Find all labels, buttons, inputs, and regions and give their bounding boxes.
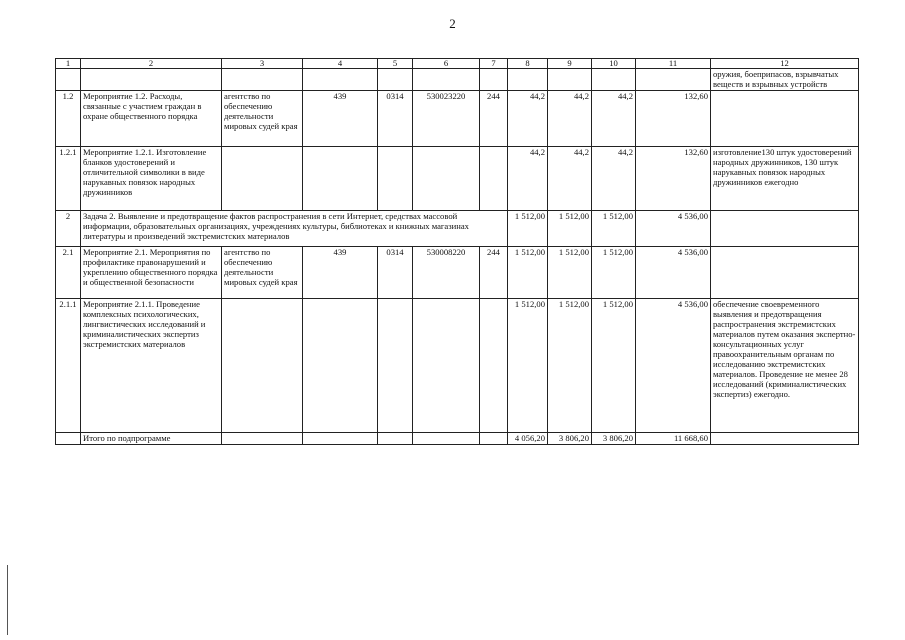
- row-number: 2.1: [56, 247, 81, 299]
- table-row: [56, 299, 859, 433]
- expense-type: 244: [480, 91, 508, 147]
- header-cell: 3: [222, 59, 303, 69]
- target-article: [413, 69, 480, 91]
- amount-year3: 44,2: [592, 147, 636, 211]
- row-number: [56, 433, 81, 445]
- expense-type: [480, 147, 508, 211]
- amount-total: 132,60: [636, 147, 711, 211]
- total-label: Итого по подпрограмме: [81, 433, 222, 445]
- amount-year1: 44,2: [508, 147, 548, 211]
- table-row: [56, 91, 859, 147]
- expense-type: 244: [480, 247, 508, 299]
- header-cell: 4: [303, 59, 378, 69]
- expected-result: оружия, боеприпасов, взрывчатых веществ и взрывных устройств: [711, 69, 859, 91]
- expense-type: [480, 299, 508, 433]
- amount-year2: 1 512,00: [548, 247, 592, 299]
- amount-year3: 1 512,00: [592, 299, 636, 433]
- amount-year1: 4 056,20: [508, 433, 548, 445]
- amount-total: 4 536,00: [636, 299, 711, 433]
- section-code: 0314: [378, 91, 413, 147]
- target-article: 530008220: [413, 247, 480, 299]
- executor: [222, 69, 303, 91]
- amount-year2: 44,2: [548, 147, 592, 211]
- target-article: [413, 299, 480, 433]
- table-row: [56, 211, 859, 247]
- subprogram-table: [55, 58, 859, 445]
- expected-result: [711, 433, 859, 445]
- executor: агентство по обеспечению деятельности мировых судей края: [222, 247, 303, 299]
- row-number: [56, 69, 81, 91]
- amount-year1: [508, 69, 548, 91]
- measure-name: Мероприятие 1.2. Расходы, связанные с участием граждан в охране общественного порядка: [81, 91, 222, 147]
- margin-mark: [7, 565, 8, 635]
- header-cell: 6: [413, 59, 480, 69]
- expected-result: обеспечение своевременного выявления и предотвращения распространения экстремистских материалов путем оказания экспертно-консультационных услуг правоохранительным органам по исследованию экстремистских материалов. Проведение не менее 28 исследований (криминалистических экспертиз) ежегодно.: [711, 299, 859, 433]
- grbs-code: [303, 299, 378, 433]
- header-cell: 12: [711, 59, 859, 69]
- measure-name: Мероприятие 2.1.1. Проведение комплексных психологических, лингвистических исследований и криминалистических экспертиз экстремистских материалов: [81, 299, 222, 433]
- header-cell: 9: [548, 59, 592, 69]
- amount-year3: 44,2: [592, 91, 636, 147]
- section-code: 0314: [378, 247, 413, 299]
- amount-year3: [592, 69, 636, 91]
- amount-year1: 1 512,00: [508, 299, 548, 433]
- section-code: [378, 299, 413, 433]
- amount-year2: 1 512,00: [548, 211, 592, 247]
- expected-result: [711, 91, 859, 147]
- header-cell: 8: [508, 59, 548, 69]
- section-code: [378, 69, 413, 91]
- measure-name: Мероприятие 1.2.1. Изготовление бланков удостоверений и отличительной символики в виде нарукавных повязок народных дружинников: [81, 147, 222, 211]
- executor: агентство по обеспечению деятельности мировых судей края: [222, 91, 303, 147]
- page-number: 2: [449, 16, 456, 31]
- amount-total: [636, 69, 711, 91]
- amount-total: 4 536,00: [636, 211, 711, 247]
- header-cell: 7: [480, 59, 508, 69]
- row-number: 1.2: [56, 91, 81, 147]
- executor: [222, 147, 303, 211]
- amount-year1: 1 512,00: [508, 211, 548, 247]
- executor: [222, 299, 303, 433]
- task-title: Задача 2. Выявление и предотвращение фактов распространения в сети Интернет, средствах массовой информации, образовательных организациях, учреждениях культуры, библиотеках и книжных магазинах литературы и произведений экстремистских материалов: [81, 211, 508, 247]
- expected-result: изготовление130 штук удостоверений народных дружинников, 130 штук нарукавных повязок народных дружинников ежегодно: [711, 147, 859, 211]
- header-cell: 1: [56, 59, 81, 69]
- amount-year2: 1 512,00: [548, 299, 592, 433]
- section-code: [378, 147, 413, 211]
- amount-year3: 3 806,20: [592, 433, 636, 445]
- header-cell: 5: [378, 59, 413, 69]
- target-article: 530023220: [413, 91, 480, 147]
- amount-year1: 1 512,00: [508, 247, 548, 299]
- measure-name: Мероприятие 2.1. Мероприятия по профилактике правонарушений и укреплению общественного порядка и общественной безопасности: [81, 247, 222, 299]
- executor: [222, 433, 303, 445]
- amount-total: 11 668,60: [636, 433, 711, 445]
- header-cell: 10: [592, 59, 636, 69]
- amount-year3: 1 512,00: [592, 247, 636, 299]
- target-article: [413, 433, 480, 445]
- grbs-code: 439: [303, 247, 378, 299]
- row-number: 2: [56, 211, 81, 247]
- expected-result: [711, 247, 859, 299]
- amount-total: 4 536,00: [636, 247, 711, 299]
- grbs-code: [303, 147, 378, 211]
- expense-type: [480, 69, 508, 91]
- section-code: [378, 433, 413, 445]
- amount-total: 132,60: [636, 91, 711, 147]
- header-cell: 11: [636, 59, 711, 69]
- grbs-code: [303, 433, 378, 445]
- table-row: [56, 69, 859, 91]
- expense-type: [480, 433, 508, 445]
- amount-year1: 44,2: [508, 91, 548, 147]
- header-cell: 2: [81, 59, 222, 69]
- amount-year2: 3 806,20: [548, 433, 592, 445]
- expected-result: [711, 211, 859, 247]
- grbs-code: 439: [303, 91, 378, 147]
- amount-year3: 1 512,00: [592, 211, 636, 247]
- row-number: 1.2.1: [56, 147, 81, 211]
- grbs-code: [303, 69, 378, 91]
- total-row: [56, 433, 859, 445]
- table-row: [56, 247, 859, 299]
- target-article: [413, 147, 480, 211]
- table-row: [56, 147, 859, 211]
- measure-name: [81, 69, 222, 91]
- row-number: 2.1.1: [56, 299, 81, 433]
- amount-year2: [548, 69, 592, 91]
- amount-year2: 44,2: [548, 91, 592, 147]
- header-row: [56, 59, 859, 69]
